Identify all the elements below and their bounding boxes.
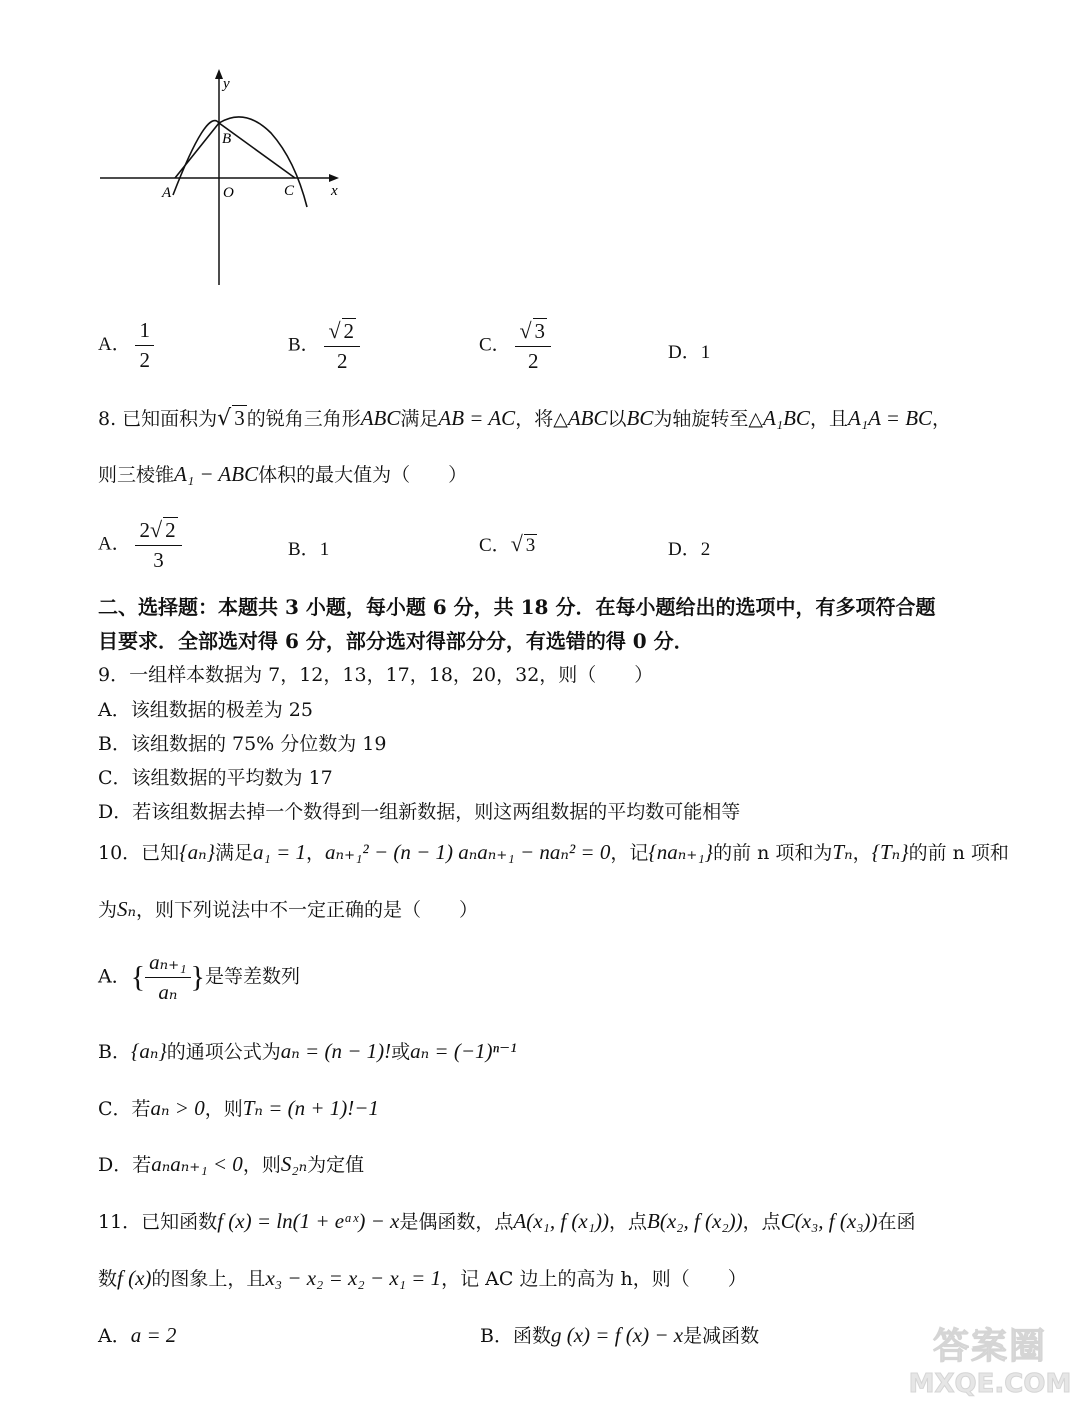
q10-option-b: B．{aₙ}的通项公式为aₙ = (n − 1)!或aₙ = (−1)ⁿ⁻¹ [98,1039,517,1063]
watermark-title: 答案圈 [932,1326,1047,1367]
q10-option-d: D．若aₙaₙ₊₁ < 0，则S₂ₙ为定值 [98,1152,365,1176]
q11-stem-line1: 11．已知函数f (x) = ln(1 + eᵃˣ) − x是偶函数，点A(x₁, f (x₁))，点B(x₂, f (x₂))，点C(x₃, f (x₃))在函 [98,1209,916,1233]
q10-stem-line1: 10．已知{aₙ}满足a₁ = 1，aₙ₊₁² − (n − 1) aₙaₙ₊₁ − naₙ² = 0，记{naₙ₊₁}的前 n 项和为Tₙ，{Tₙ}的前 n 项和 [98,840,1009,864]
q7-option-d: D．1 [668,342,711,363]
q10-option-a: A．{ $\frac{\text{aₙ₊₁}}{\text{aₙ}}$ }是等差数列 [98,950,300,1004]
label-y: y [223,76,230,92]
q8-option-a: A． $\frac{2√ 2}{3}$ [98,517,182,573]
label-b: B [222,131,232,147]
q8-option-b: B．1 [288,539,330,560]
label-x: x [331,183,338,199]
q9-option-d: D．若该组数据去掉一个数得到一组新数据，则这两组数据的平均数可能相等 [98,801,741,823]
q7-option-c: C． $\frac{√ 3}{2}$ [479,318,551,374]
q9-option-a: A．该组数据的极差为 25 [98,699,313,721]
q7-option-a: A． $\frac{1}{2}$ [98,318,154,373]
section2-heading-line1: 二、选择题：本题共 3 小题，每小题 6 分，共 18 分．在每小题给出的选项中，有多项符合题 [98,595,936,619]
watermark-url: MXQE.COM [908,1369,1072,1399]
coordinate-figure [95,65,345,290]
q9-option-b: B．该组数据的 75% 分位数为 19 [98,733,387,755]
q9-stem: 9．一组样本数据为 7，12，13，17，18，20，32，则（ ） [98,664,654,686]
q8-option-d: D．2 [668,539,711,560]
section2-heading-line2: 目要求．全部选对得 6 分，部分选对得部分分，有选错的得 0 分． [98,629,694,653]
label-c: C [284,183,295,199]
q7-option-b: B． $\frac{√ 2}{2}$ [288,318,360,374]
q9-option-c: C．该组数据的平均数为 17 [98,767,333,789]
q11-option-a: A．a = 2 [98,1323,177,1347]
q11-stem-line2: 数f (x)的图象上，且x₃ − x₂ = x₂ − x₁ = 1，记 AC 边上的高为 h，则（ ） [98,1266,747,1290]
q10-option-c: C．若aₙ > 0，则Tₙ = (n + 1)!−1 [98,1096,379,1120]
q8-stem-line1: 8. 已知面积为√ 3 的锐角三角形ABC满足AB = AC，将△ABC以BC为轴旋转至△A₁BC，且A₁A = BC， [98,406,952,431]
q8-stem-line2: 则三棱锥A₁ − ABC体积的最大值为（ ） [98,462,468,486]
label-o: O [223,185,234,201]
q11-option-b: B．函数g (x) = f (x) − x是减函数 [480,1323,760,1347]
label-a: A [162,185,172,201]
q8-option-c: C．√ 3 [479,531,536,556]
x-axis-arrow [329,174,339,182]
segment-ab [175,123,219,178]
q10-stem-line2: 为Sₙ，则下列说法中不一定正确的是（ ） [98,897,479,921]
y-axis-arrow [215,69,223,79]
watermark [905,1318,1075,1399]
